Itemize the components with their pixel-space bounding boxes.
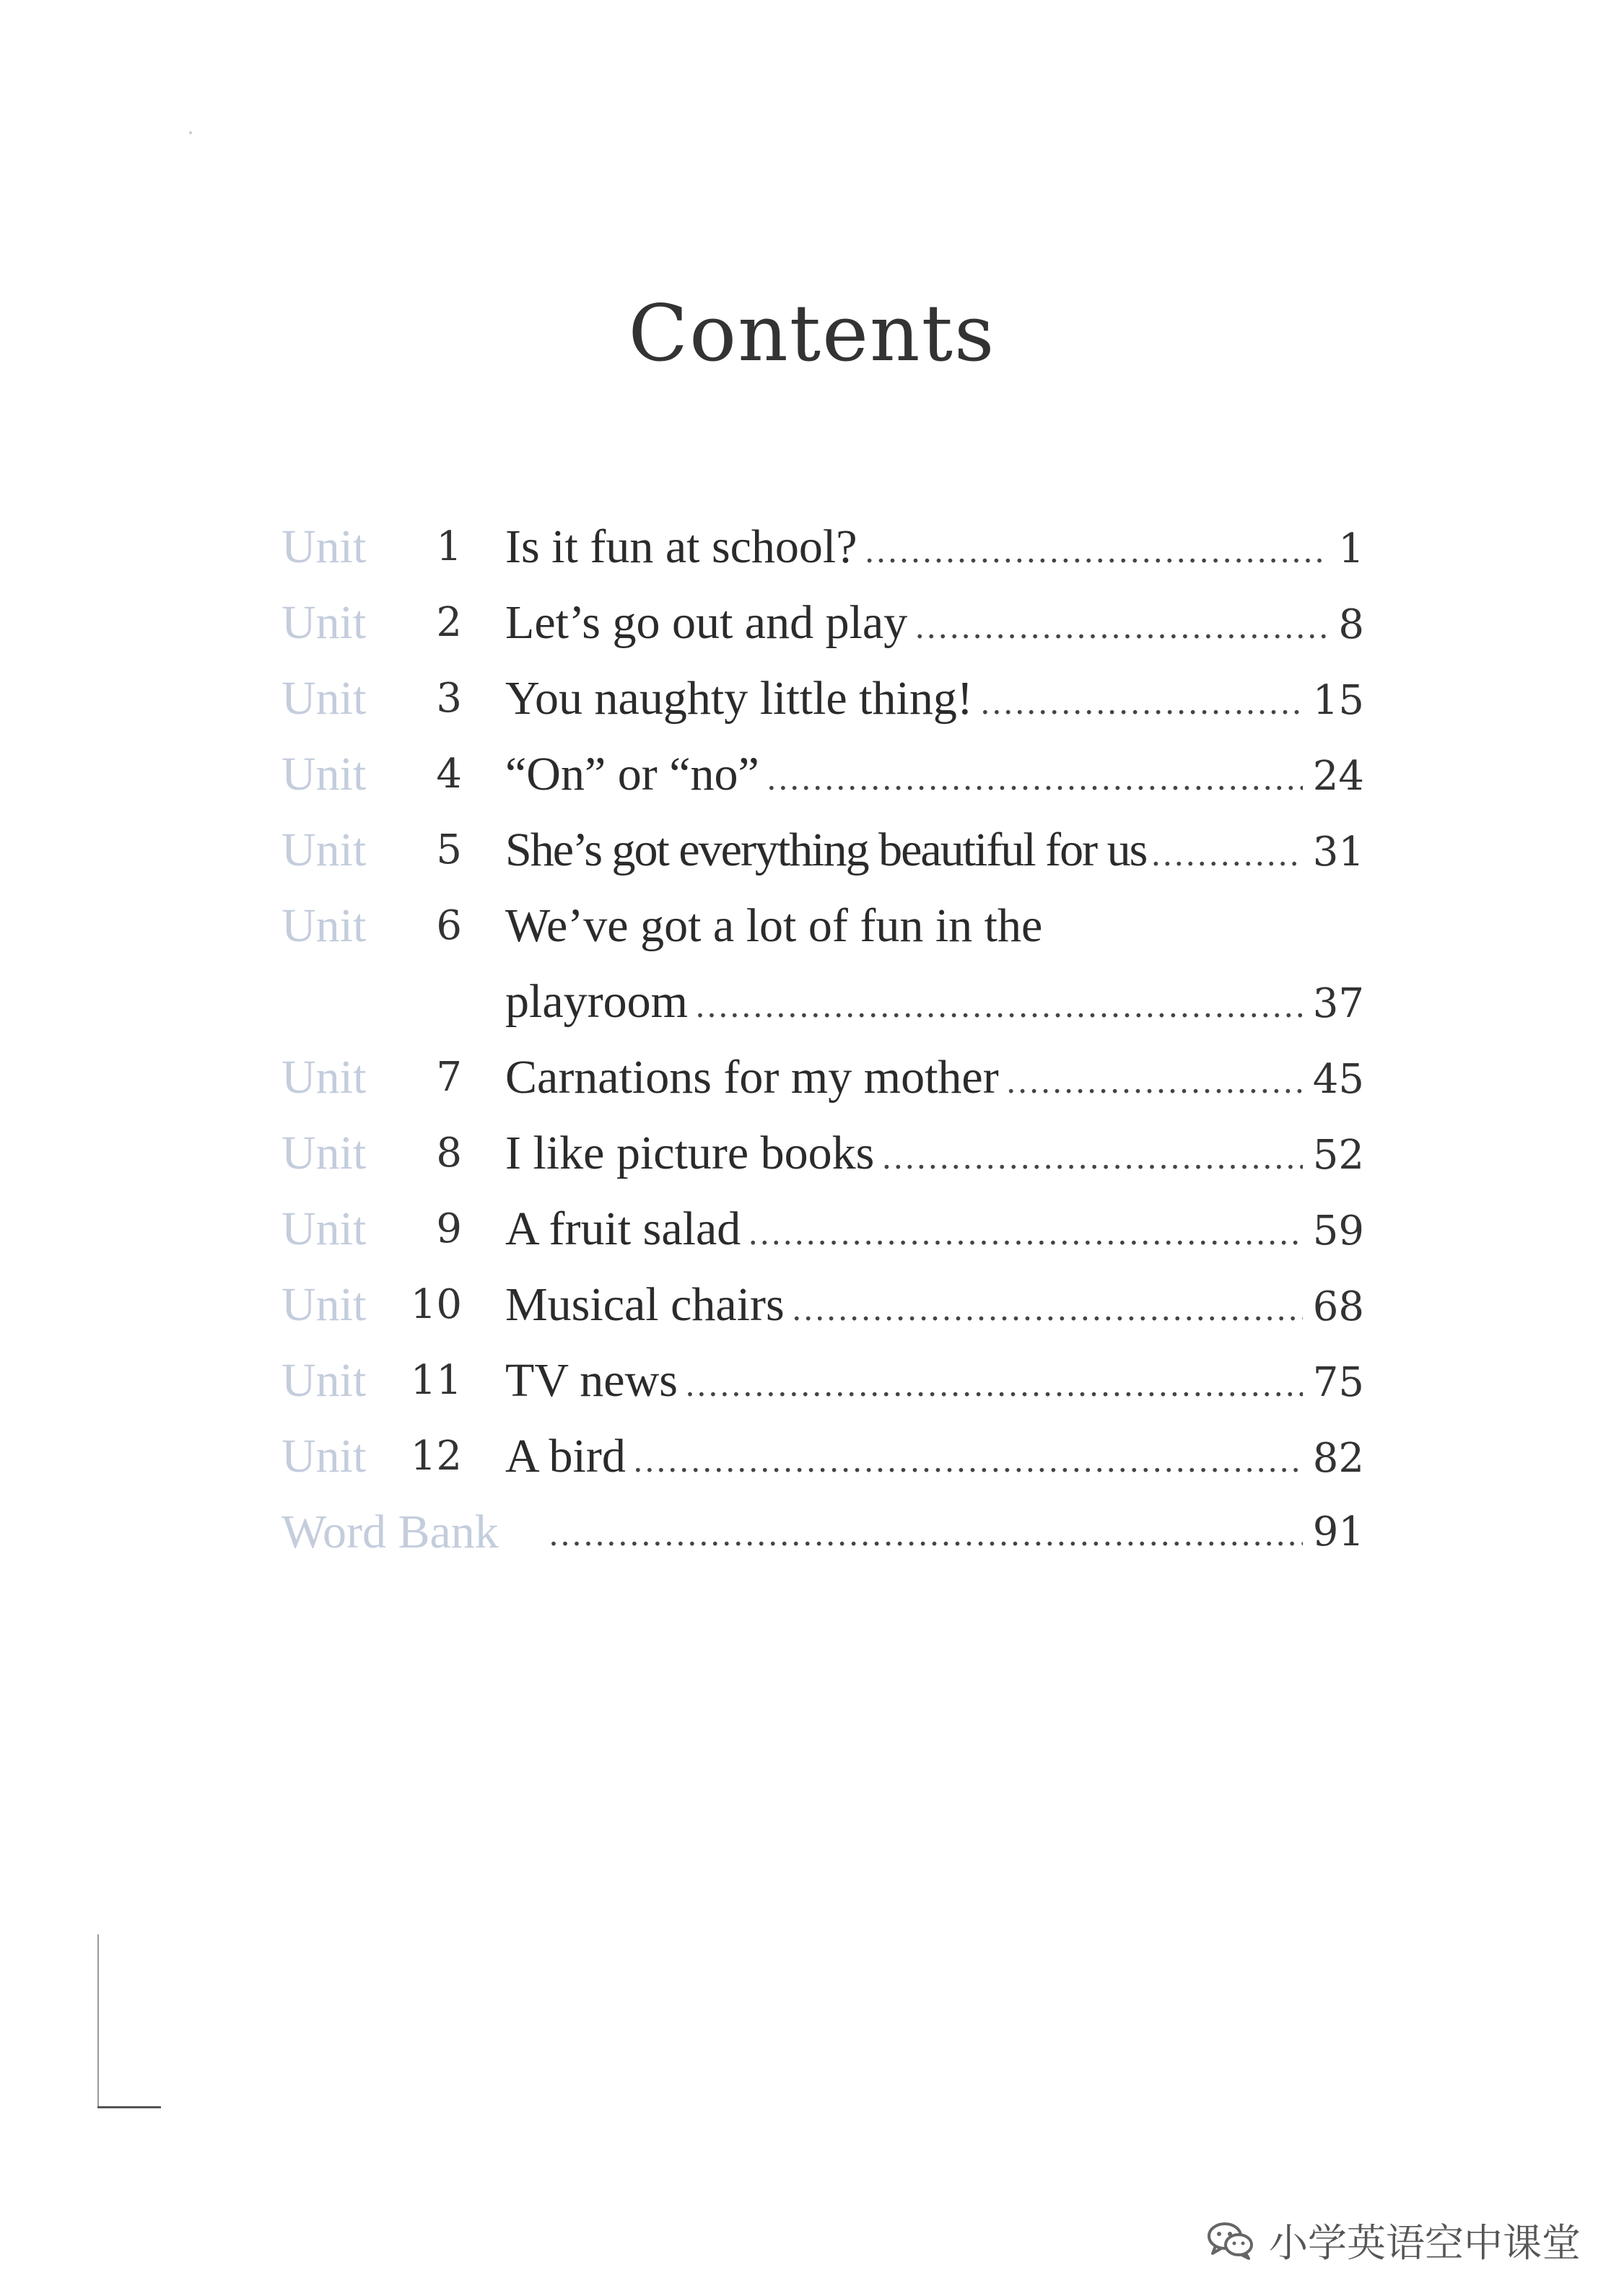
entry-title: Is it fun at school? [505, 520, 857, 573]
toc-row-unit-8[interactable] [281, 1115, 1364, 1191]
entry-page-number: 75 [1312, 1358, 1364, 1406]
toc-entry [505, 1429, 1364, 1484]
unit-label: Unit [281, 671, 367, 725]
toc-row-unit-11[interactable] [281, 1343, 1364, 1418]
paper-speck [189, 131, 192, 134]
dot-leader [1151, 837, 1302, 873]
margin-rule-vertical [97, 1934, 99, 2108]
dot-leader [633, 1443, 1303, 1480]
entry-page-number: 59 [1312, 1207, 1364, 1254]
toc-entry [505, 823, 1364, 878]
margin-rule-horizontal [97, 2106, 161, 2108]
entry-title: A bird [505, 1429, 626, 1483]
unit-label: Unit [281, 747, 367, 800]
dot-leader [881, 1140, 1302, 1177]
toc-row-word-bank[interactable] [281, 1494, 1364, 1570]
toc-row-unit-6[interactable] [281, 888, 1364, 964]
toc-entry [505, 974, 1364, 1029]
toc-row-unit-5[interactable] [281, 812, 1364, 888]
toc-row-unit-4[interactable] [281, 736, 1364, 812]
unit-label: Unit [281, 823, 367, 876]
entry-page-number: 37 [1312, 979, 1364, 1027]
dot-leader [695, 988, 1303, 1025]
dot-leader [549, 1516, 1303, 1553]
entry-title: Carnations for my mother [505, 1050, 999, 1104]
unit-number: 9 [436, 1205, 462, 1252]
toc-entry [505, 1050, 1364, 1105]
unit-label: Unit [281, 1429, 367, 1483]
dot-leader [748, 1215, 1302, 1252]
toc-entry [505, 1202, 1364, 1257]
table-of-contents [281, 509, 1364, 1570]
unit-number: 6 [436, 902, 462, 949]
unit-label: Unit [281, 1202, 367, 1255]
unit-label: Unit [281, 595, 367, 649]
watermark [1205, 2212, 1581, 2268]
entry-page-number: 8 [1338, 601, 1364, 648]
entry-page-number: 82 [1312, 1434, 1364, 1482]
entry-page-number: 45 [1312, 1055, 1364, 1103]
dot-leader [792, 1291, 1303, 1328]
unit-number: 1 [436, 523, 462, 570]
entry-title: Let’s go out and play [505, 595, 908, 649]
wechat-icon [1205, 2220, 1256, 2261]
unit-label: Unit [281, 899, 367, 952]
unit-number: 3 [436, 675, 462, 722]
toc-entry [505, 899, 1364, 953]
toc-entry [505, 747, 1364, 802]
dot-leader [980, 685, 1303, 722]
toc-row-unit-12[interactable] [281, 1418, 1364, 1494]
entry-title: We’ve got a lot of fun in the [505, 899, 1043, 952]
entry-page-number: 91 [1312, 1509, 1364, 1555]
toc-row-unit-3[interactable] [281, 660, 1364, 736]
entry-page-number: 31 [1312, 828, 1364, 876]
unit-label: Unit [281, 520, 367, 573]
entry-title: She’s got everything beautiful for us [505, 823, 1147, 876]
unit-number: 4 [436, 751, 462, 798]
entry-title: You naughty little thing! [505, 671, 973, 725]
toc-entry [505, 671, 1364, 726]
entry-page-number: 15 [1312, 676, 1364, 724]
toc-row-unit-1[interactable] [281, 509, 1364, 585]
entry-page-number: 68 [1312, 1283, 1364, 1330]
unit-number: 11 [410, 1357, 462, 1404]
toc-entry [505, 1278, 1364, 1332]
toc-entry [505, 520, 1364, 575]
unit-number: 2 [436, 599, 462, 646]
dot-leader [914, 609, 1328, 646]
dot-leader [685, 1367, 1303, 1404]
unit-number: 5 [436, 826, 462, 873]
unit-label: Unit [281, 1126, 367, 1179]
entry-page-number: 52 [1312, 1131, 1364, 1179]
entry-page-number: 1 [1338, 525, 1364, 572]
entry-title: I like picture books [505, 1126, 875, 1179]
unit-number: 8 [436, 1130, 462, 1177]
toc-row-unit-7[interactable] [281, 1039, 1364, 1115]
toc-entry [505, 1353, 1364, 1408]
toc-entry [549, 1509, 1364, 1555]
dot-leader [865, 533, 1329, 570]
dot-leader [1006, 1064, 1303, 1101]
toc-entry [505, 595, 1364, 650]
entry-title: Musical chairs [505, 1278, 785, 1331]
entry-title: A fruit salad [505, 1202, 741, 1255]
word-bank-label: Word Bank [281, 1505, 499, 1558]
unit-label: Unit [281, 1050, 367, 1104]
toc-row-unit-9[interactable] [281, 1191, 1364, 1267]
toc-entry [505, 1126, 1364, 1181]
toc-row-unit-6-continued[interactable] [281, 964, 1364, 1039]
entry-title: TV news [505, 1353, 678, 1407]
unit-number: 10 [410, 1281, 462, 1328]
entry-title: “On” or “no” [505, 747, 759, 800]
toc-row-unit-10[interactable] [281, 1267, 1364, 1343]
unit-label: Unit [281, 1353, 367, 1407]
entry-page-number: 24 [1312, 752, 1364, 800]
watermark-text: 小学英语空中课堂 [1269, 2220, 1581, 2266]
dot-leader [767, 761, 1303, 798]
page-title: Contents [628, 289, 996, 379]
unit-number: 7 [436, 1054, 462, 1101]
entry-title-continued: playroom [505, 974, 688, 1028]
toc-row-unit-2[interactable] [281, 585, 1364, 660]
unit-label: Unit [281, 1278, 367, 1331]
unit-number: 12 [410, 1433, 462, 1480]
